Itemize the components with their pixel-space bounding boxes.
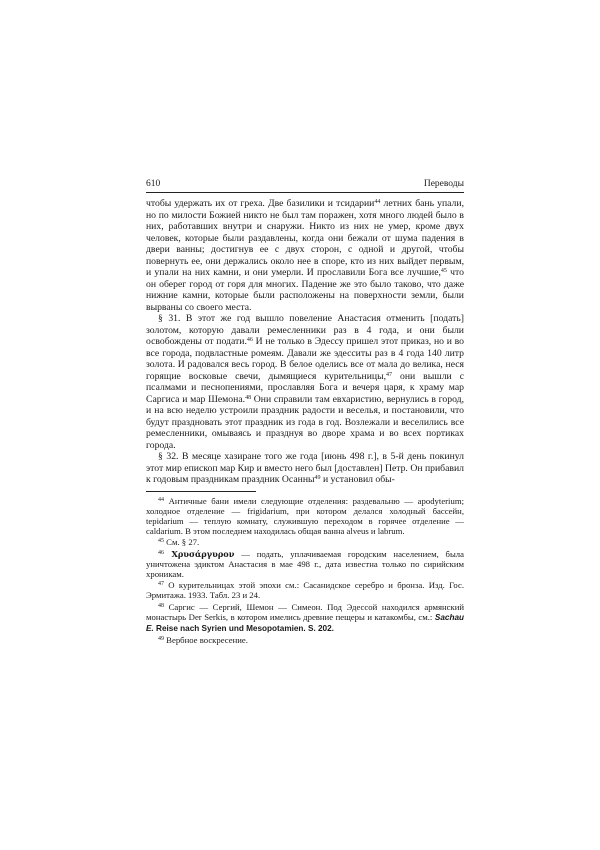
footnote-text: Саргис — Сергий, Шемон — Симеон. Под Эдессой находился армянский монастырь Der Serkis, в котором имелись древние пещеры и катакомбы, см.: [146, 601, 464, 622]
paragraph-continuation [146, 198, 464, 313]
footnote-number: 48 [158, 602, 164, 609]
footnote-ref[interactable]: 44 [374, 199, 381, 205]
footnote-number: 45 [158, 538, 164, 544]
footnote-45 [146, 537, 464, 547]
text-run: летних бань упали, но по милости Божией никто не был там поражен, хотя много людей было в них, работавших внутри и снаружи. Никто из них не умер, кроме двух человек, которые были раздавлены, когда они бежали от шума падения в двери ванны; достигнув ее с двух сторон, с одной и другой, чтобы повернуть ее, они держались около нее в споре, кто из них выйдет первым, и упали на них камни, и они умерли. И прославили Бога все лучшие, [146, 198, 465, 278]
text-run: чтобы удержать их от греха. Две базилики и тсидарии [146, 198, 375, 209]
footnote-48 [146, 602, 464, 634]
footnote-ref[interactable]: 45 [440, 268, 447, 274]
text-run: они вышли с псалмами и песнопениями, прославляя Бога и вечеря царя, к храму мар Саргиса и мар Шемона. [146, 370, 464, 405]
footnote-ref[interactable]: 47 [386, 371, 393, 378]
footnote-ref[interactable]: 46 [246, 337, 253, 343]
citation-author: Sachau E. [146, 612, 464, 633]
footnote-text: См. § 27. [164, 537, 200, 547]
footnote-44 [146, 496, 464, 536]
citation-title: Reise nach Syrien und Mesopotamien. S. 202. [153, 623, 334, 633]
footnote-text: — подать, уплачиваемая городским населением, была уничтожена эдиктом Анастасия в мае 498 г., дата известна только по сирийским хроникам. [146, 548, 465, 579]
footnote-49 [146, 635, 464, 645]
page-number: 610 [146, 179, 161, 189]
footnote-number: 44 [158, 496, 164, 503]
footnote-ref[interactable]: 49 [314, 475, 321, 481]
footnote-ref[interactable]: 48 [245, 394, 252, 401]
text-run: § 32. В месяце хазиране того же года [июнь 498 г.], в 5-й день покинул этот мир епископ мар Кир и вместо него был [доставлен] Петр. Он прибавил к годовым праздникам праздник Осанны [146, 451, 464, 485]
footnote-47 [146, 580, 464, 600]
document-page [146, 178, 464, 647]
footnote-divider [146, 491, 256, 492]
running-title: Переводы [423, 179, 464, 189]
text-run: § 31. В этот же год вышло повеление Анастасия отменить [подать] золотом, которую давали ремесленники раз в 4 года, и они были освобождены от подати. [146, 313, 464, 347]
main-text [146, 198, 464, 486]
footnote-text: Античные бани имели следующие отделения: раздевальню — apodyterium; холодное отделение — frigidarium, при котором делался холодный бассейн, tepidarium — теплую комнату, служившую переходом в горячее отделение — caldarium. В этом последнем находилась общая ванна alveus и labrum. [146, 495, 464, 536]
paragraph-section-31 [146, 313, 464, 451]
greek-term: Χρυσάργυρον [164, 548, 235, 559]
footnote-text: О курительницах этой эпохи см.: Сасанидское серебро и бронза. Изд. Гос. Эрмитажа. 1933. Табл. 23 и 24. [146, 580, 464, 600]
text-run: И не только в Эдессу пришел этот приказ, но и во все города, подвластные ромеям. Давали же эдесситы раз в 4 года 140 литр золота. И радовался весь город. В белое оделись все от мала до велика, неся горящие восковые свечи, дымящиеся курительницы, [146, 336, 464, 382]
text-run: что он оберег город от горя для многих. Падение же это было таково, что даже нижние камни, которые были расположены на поверхности земли, были вырваны со своего места. [146, 267, 464, 313]
footnote-text: Вербное воскресение. [164, 635, 248, 645]
paragraph-section-32 [146, 451, 464, 486]
running-header [146, 178, 464, 193]
footnote-number: 49 [158, 636, 164, 642]
text-run: Они справили там евхаристию, вернулись в город, и на всю неделю устроили праздник радости и веселья, и постановили, что будут праздновать этот праздник из года в год. Возлежали и веселились все ремесленники, омываясь и празднуя во дворе храма и во всех портиках города. [146, 393, 465, 451]
footnote-number: 46 [158, 549, 164, 556]
footnote-number: 47 [158, 581, 164, 587]
footnotes [146, 496, 464, 646]
footnote-46 [146, 549, 464, 579]
text-run: и установил обы- [320, 474, 395, 485]
